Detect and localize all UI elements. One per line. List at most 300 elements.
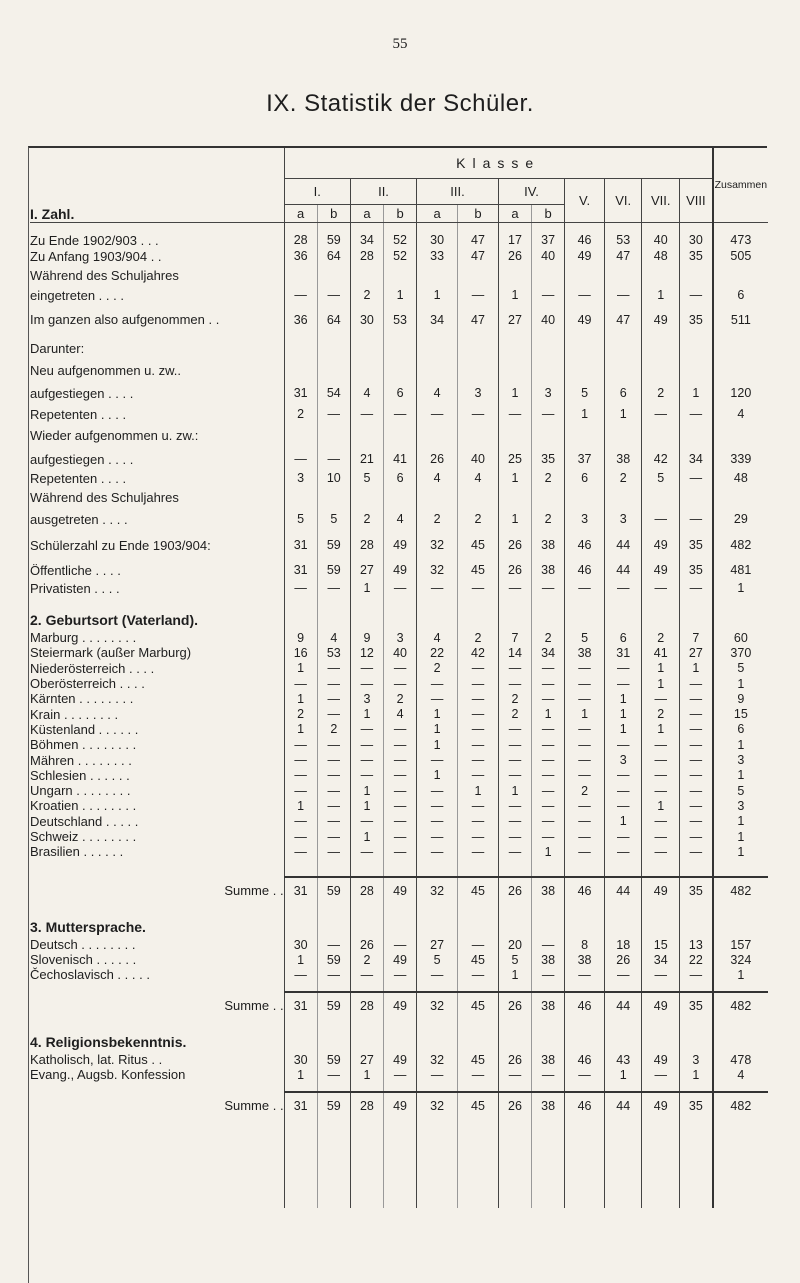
- cell: [604, 264, 642, 287]
- empty-cell: [604, 903, 642, 937]
- row-label: Im ganzen also aufgenommen . .: [30, 312, 220, 327]
- table-row: [30, 768, 768, 783]
- cell: —: [532, 287, 565, 303]
- empty-cell: [350, 859, 383, 877]
- cell: 1: [350, 798, 383, 813]
- cell: —: [498, 722, 531, 737]
- cell: 13: [680, 937, 713, 952]
- cell: 18: [604, 937, 642, 952]
- cell: 1: [498, 470, 531, 486]
- cell: —: [604, 580, 642, 596]
- cell: —: [604, 783, 642, 798]
- cell: [384, 336, 417, 360]
- cell: —: [284, 580, 317, 596]
- cell: 3: [604, 508, 642, 530]
- cell: —: [384, 798, 417, 813]
- table-row: [30, 360, 768, 380]
- cell: 2: [350, 952, 383, 967]
- cell: —: [565, 967, 605, 982]
- cell: 46: [565, 560, 605, 580]
- empty-cell: [458, 1082, 499, 1092]
- table-body: [30, 222, 768, 1208]
- cell: 1: [713, 768, 768, 783]
- cell: 49: [565, 248, 605, 264]
- empty-cell: [565, 903, 605, 937]
- cell: 1: [532, 706, 565, 721]
- empty-cell: [713, 903, 768, 937]
- cell: 1: [713, 676, 768, 691]
- cell: 4: [417, 630, 458, 645]
- row-label: aufgestiegen . . . .: [30, 451, 134, 467]
- cell: —: [565, 752, 605, 767]
- cell: 3: [680, 1052, 713, 1067]
- cell: 1: [284, 1067, 317, 1082]
- cell: —: [458, 661, 499, 676]
- cell: —: [565, 1067, 605, 1082]
- cell: 34: [417, 303, 458, 336]
- cell: 1: [350, 580, 383, 596]
- cell: [384, 486, 417, 508]
- cell: 2: [498, 691, 531, 706]
- cell: 35: [680, 248, 713, 264]
- header-class-2: II.: [350, 178, 416, 204]
- cell: [317, 486, 350, 508]
- cell: —: [532, 814, 565, 829]
- row-label: Privatisten . . . .: [30, 580, 120, 596]
- empty-cell: [713, 859, 768, 877]
- row-label: Schweiz . . . . . . . .: [30, 829, 137, 844]
- cell: [713, 264, 768, 287]
- cell: 40: [642, 232, 680, 248]
- cell: 3: [713, 798, 768, 813]
- cell: —: [642, 691, 680, 706]
- table-header: [30, 148, 768, 222]
- cell: [565, 486, 605, 508]
- empty-cell: [532, 1018, 565, 1052]
- table-row: [30, 967, 768, 982]
- table-row: [30, 448, 768, 470]
- cell: 8: [565, 937, 605, 952]
- cell: —: [317, 661, 350, 676]
- cell: 3: [458, 380, 499, 406]
- cell: [384, 360, 417, 380]
- row-label: Slovenisch . . . . . .: [30, 952, 137, 968]
- cell: 339: [713, 448, 768, 470]
- cell: 48: [713, 470, 768, 486]
- cell: 53: [604, 232, 642, 248]
- cell: —: [317, 798, 350, 813]
- empty-cell: [604, 222, 642, 232]
- cell: 59: [317, 992, 350, 1018]
- cell: [565, 264, 605, 287]
- cell: —: [565, 814, 605, 829]
- cell: 1: [350, 706, 383, 721]
- cell: [498, 360, 531, 380]
- cell: —: [680, 406, 713, 422]
- table-row: [30, 303, 768, 336]
- empty-cell: [498, 1082, 531, 1092]
- empty-cell: [713, 982, 768, 992]
- empty-cell: [417, 1118, 458, 1208]
- cell: 1: [642, 798, 680, 813]
- spacer-row: [30, 859, 768, 877]
- cell: 511: [713, 303, 768, 336]
- cell: 38: [532, 530, 565, 560]
- cell: —: [680, 287, 713, 303]
- empty-cell: [642, 982, 680, 992]
- header-sub-1b: b: [317, 204, 350, 222]
- cell: —: [680, 722, 713, 737]
- header-sub-2b: b: [384, 204, 417, 222]
- cell: 1: [498, 967, 531, 982]
- cell: 45: [458, 560, 499, 580]
- cell: 49: [642, 877, 680, 903]
- empty-cell: [458, 1018, 499, 1052]
- row-label: ausgetreten . . . .: [30, 511, 128, 527]
- empty-cell: [642, 859, 680, 877]
- table-row: [30, 937, 768, 952]
- cell: —: [642, 967, 680, 982]
- cell: —: [458, 1067, 499, 1082]
- cell: 60: [713, 630, 768, 645]
- cell: 44: [604, 877, 642, 903]
- row-label: Katholisch, lat. Ritus . .: [30, 1052, 163, 1068]
- cell: —: [458, 798, 499, 813]
- cell: —: [317, 287, 350, 303]
- row-label: Zu Anfang 1903/904 . .: [30, 248, 162, 264]
- cell: 26: [498, 560, 531, 580]
- cell: —: [532, 768, 565, 783]
- empty-cell: [317, 222, 350, 232]
- cell: —: [317, 406, 350, 422]
- cell: 49: [642, 530, 680, 560]
- cell: —: [458, 737, 499, 752]
- cell: —: [417, 580, 458, 596]
- row-label: Steiermark (außer Marburg): [30, 645, 192, 661]
- cell: 2: [498, 706, 531, 721]
- cell: —: [384, 844, 417, 859]
- empty-cell: [284, 222, 317, 232]
- row-label: Neu aufgenommen u. zw..: [30, 362, 182, 378]
- cell: [565, 422, 605, 448]
- empty-cell: [532, 596, 565, 630]
- cell: 478: [713, 1052, 768, 1067]
- cell: 16: [284, 645, 317, 660]
- row-label: Während des Schuljahres: [30, 268, 179, 283]
- cell: 1: [284, 722, 317, 737]
- cell: —: [384, 814, 417, 829]
- cell: [642, 360, 680, 380]
- cell: 46: [565, 1092, 605, 1118]
- table-row: [30, 422, 768, 448]
- cell: [498, 264, 531, 287]
- cell: —: [317, 937, 350, 952]
- empty-cell: [317, 982, 350, 992]
- cell: 12: [350, 645, 383, 660]
- table-row: [30, 844, 768, 859]
- cell: 35: [680, 303, 713, 336]
- cell: 31: [604, 645, 642, 660]
- cell: 2: [642, 380, 680, 406]
- cell: —: [680, 691, 713, 706]
- cell: —: [284, 829, 317, 844]
- cell: 49: [384, 1052, 417, 1067]
- cell: 1: [350, 829, 383, 844]
- cell: 28: [350, 992, 383, 1018]
- cell: [284, 336, 317, 360]
- spacer-row: [30, 1118, 768, 1208]
- cell: 45: [458, 992, 499, 1018]
- cell: —: [498, 580, 531, 596]
- cell: —: [642, 508, 680, 530]
- sum-label: Summe . .: [224, 1097, 284, 1113]
- cell: 4: [417, 380, 458, 406]
- cell: 1: [417, 737, 458, 752]
- cell: 370: [713, 645, 768, 660]
- empty-cell: [384, 1118, 417, 1208]
- cell: —: [565, 829, 605, 844]
- empty-cell: [532, 903, 565, 937]
- cell: —: [458, 752, 499, 767]
- cell: —: [350, 814, 383, 829]
- cell: [284, 486, 317, 508]
- cell: 49: [565, 303, 605, 336]
- table-row: [30, 1052, 768, 1067]
- cell: [713, 360, 768, 380]
- cell: [458, 336, 499, 360]
- table-row: [30, 814, 768, 829]
- cell: 28: [350, 1092, 383, 1118]
- cell: 26: [417, 448, 458, 470]
- cell: 41: [384, 448, 417, 470]
- spacer-row: [30, 222, 768, 232]
- cell: —: [565, 676, 605, 691]
- cell: 7: [498, 630, 531, 645]
- cell: —: [458, 287, 499, 303]
- cell: 6: [713, 287, 768, 303]
- empty-cell: [350, 1082, 383, 1092]
- section-title: 2. Geburtsort (Vaterland).: [30, 612, 199, 628]
- cell: —: [680, 967, 713, 982]
- cell: 31: [284, 560, 317, 580]
- header-class-8: VIII: [680, 178, 713, 222]
- empty-cell: [458, 222, 499, 232]
- cell: —: [417, 829, 458, 844]
- cell: —: [417, 1067, 458, 1082]
- cell: 4: [317, 630, 350, 645]
- table-row: [30, 508, 768, 530]
- table-row: [30, 691, 768, 706]
- empty-cell: [384, 1018, 417, 1052]
- cell: 2: [642, 706, 680, 721]
- cell: 4: [384, 508, 417, 530]
- cell: 6: [565, 470, 605, 486]
- cell: [642, 486, 680, 508]
- cell: —: [458, 768, 499, 783]
- empty-cell: [604, 596, 642, 630]
- cell: —: [384, 937, 417, 952]
- table-row: [30, 530, 768, 560]
- table-row: [30, 336, 768, 360]
- cell: 20: [498, 937, 531, 952]
- spacer-row: [30, 982, 768, 992]
- row-label: Marburg . . . . . . . .: [30, 630, 137, 646]
- cell: 31: [284, 992, 317, 1018]
- cell: —: [565, 844, 605, 859]
- empty-cell: [417, 859, 458, 877]
- empty-cell: [384, 222, 417, 232]
- cell: —: [604, 768, 642, 783]
- row-label: Ungarn . . . . . . . .: [30, 783, 131, 799]
- cell: 52: [384, 248, 417, 264]
- cell: [458, 486, 499, 508]
- cell: [458, 422, 499, 448]
- cell: —: [642, 737, 680, 752]
- empty-cell: [317, 1082, 350, 1092]
- cell: —: [317, 967, 350, 982]
- cell: 2: [284, 406, 317, 422]
- row-label: Während des Schuljahres: [30, 489, 179, 505]
- cell: —: [417, 798, 458, 813]
- empty-cell: [642, 1018, 680, 1052]
- table-row: [30, 470, 768, 486]
- cell: [680, 264, 713, 287]
- row-label: Kroatien . . . . . . . .: [30, 798, 137, 814]
- row-label: Repetenten . . . .: [30, 406, 127, 422]
- cell: 9: [713, 691, 768, 706]
- cell: —: [384, 829, 417, 844]
- cell: 21: [350, 448, 383, 470]
- cell: 1: [284, 798, 317, 813]
- cell: —: [680, 676, 713, 691]
- cell: 59: [317, 530, 350, 560]
- cell: 25: [498, 448, 531, 470]
- cell: 49: [384, 877, 417, 903]
- sum-label: Summe . .: [224, 882, 284, 898]
- cell: 1: [713, 967, 768, 982]
- empty-cell: [384, 859, 417, 877]
- cell: —: [384, 1067, 417, 1082]
- cell: 2: [417, 661, 458, 676]
- cell: —: [417, 691, 458, 706]
- cell: 35: [680, 530, 713, 560]
- row-label: Böhmen . . . . . . . .: [30, 737, 137, 753]
- cell: 6: [384, 380, 417, 406]
- cell: —: [317, 448, 350, 470]
- cell: 32: [417, 1092, 458, 1118]
- empty-cell: [458, 596, 499, 630]
- cell: 3: [384, 630, 417, 645]
- header-class-1: I.: [284, 178, 350, 204]
- cell: 26: [498, 1092, 531, 1118]
- page-title: IX. Statistik der Schüler.: [266, 90, 534, 117]
- cell: 3: [713, 752, 768, 767]
- cell: 1: [713, 737, 768, 752]
- empty-cell: [417, 982, 458, 992]
- cell: —: [458, 814, 499, 829]
- cell: [713, 486, 768, 508]
- table-row: [30, 630, 768, 645]
- cell: 505: [713, 248, 768, 264]
- cell: 1: [498, 508, 531, 530]
- cell: 64: [317, 303, 350, 336]
- cell: 34: [642, 952, 680, 967]
- cell: 36: [284, 248, 317, 264]
- cell: [317, 264, 350, 287]
- cell: —: [532, 829, 565, 844]
- cell: —: [498, 737, 531, 752]
- cell: 64: [317, 248, 350, 264]
- sum-row: [30, 877, 768, 903]
- section-title: 4. Religionsbekenntnis.: [30, 1034, 187, 1051]
- empty-cell: [642, 596, 680, 630]
- empty-cell: [350, 903, 383, 937]
- header-class-6: VI.: [604, 178, 642, 222]
- cell: [680, 336, 713, 360]
- cell: 1: [284, 952, 317, 967]
- cell: 6: [384, 470, 417, 486]
- cell: —: [532, 661, 565, 676]
- cell: —: [417, 814, 458, 829]
- cell: —: [680, 508, 713, 530]
- cell: —: [284, 967, 317, 982]
- cell: 44: [604, 1092, 642, 1118]
- cell: —: [565, 661, 605, 676]
- cell: 5: [565, 380, 605, 406]
- cell: —: [498, 676, 531, 691]
- cell: 2: [604, 470, 642, 486]
- empty-cell: [680, 596, 713, 630]
- cell: —: [604, 829, 642, 844]
- cell: —: [284, 783, 317, 798]
- cell: 1: [604, 406, 642, 422]
- cell: 5: [350, 470, 383, 486]
- empty-cell: [713, 222, 768, 232]
- cell: 59: [317, 1052, 350, 1067]
- cell: 5: [284, 508, 317, 530]
- empty-cell: [284, 859, 317, 877]
- cell: [417, 336, 458, 360]
- section-title-row: [30, 596, 768, 630]
- empty-cell: [498, 859, 531, 877]
- cell: [604, 422, 642, 448]
- cell: —: [498, 829, 531, 844]
- cell: —: [384, 752, 417, 767]
- cell: 31: [284, 380, 317, 406]
- cell: 49: [642, 303, 680, 336]
- cell: —: [532, 737, 565, 752]
- cell: —: [317, 706, 350, 721]
- cell: —: [384, 783, 417, 798]
- cell: 43: [604, 1052, 642, 1067]
- cell: 59: [317, 1092, 350, 1118]
- cell: [532, 422, 565, 448]
- cell: 3: [350, 691, 383, 706]
- cell: 1: [604, 814, 642, 829]
- cell: [417, 486, 458, 508]
- cell: 4: [417, 470, 458, 486]
- row-label: Schlesien . . . . . .: [30, 767, 130, 783]
- cell: —: [642, 406, 680, 422]
- cell: 38: [532, 952, 565, 967]
- cell: —: [642, 768, 680, 783]
- cell: 27: [417, 937, 458, 952]
- cell: [417, 360, 458, 380]
- cell: [498, 486, 531, 508]
- cell: 1: [713, 580, 768, 596]
- cell: 4: [350, 380, 383, 406]
- empty-cell: [532, 1118, 565, 1208]
